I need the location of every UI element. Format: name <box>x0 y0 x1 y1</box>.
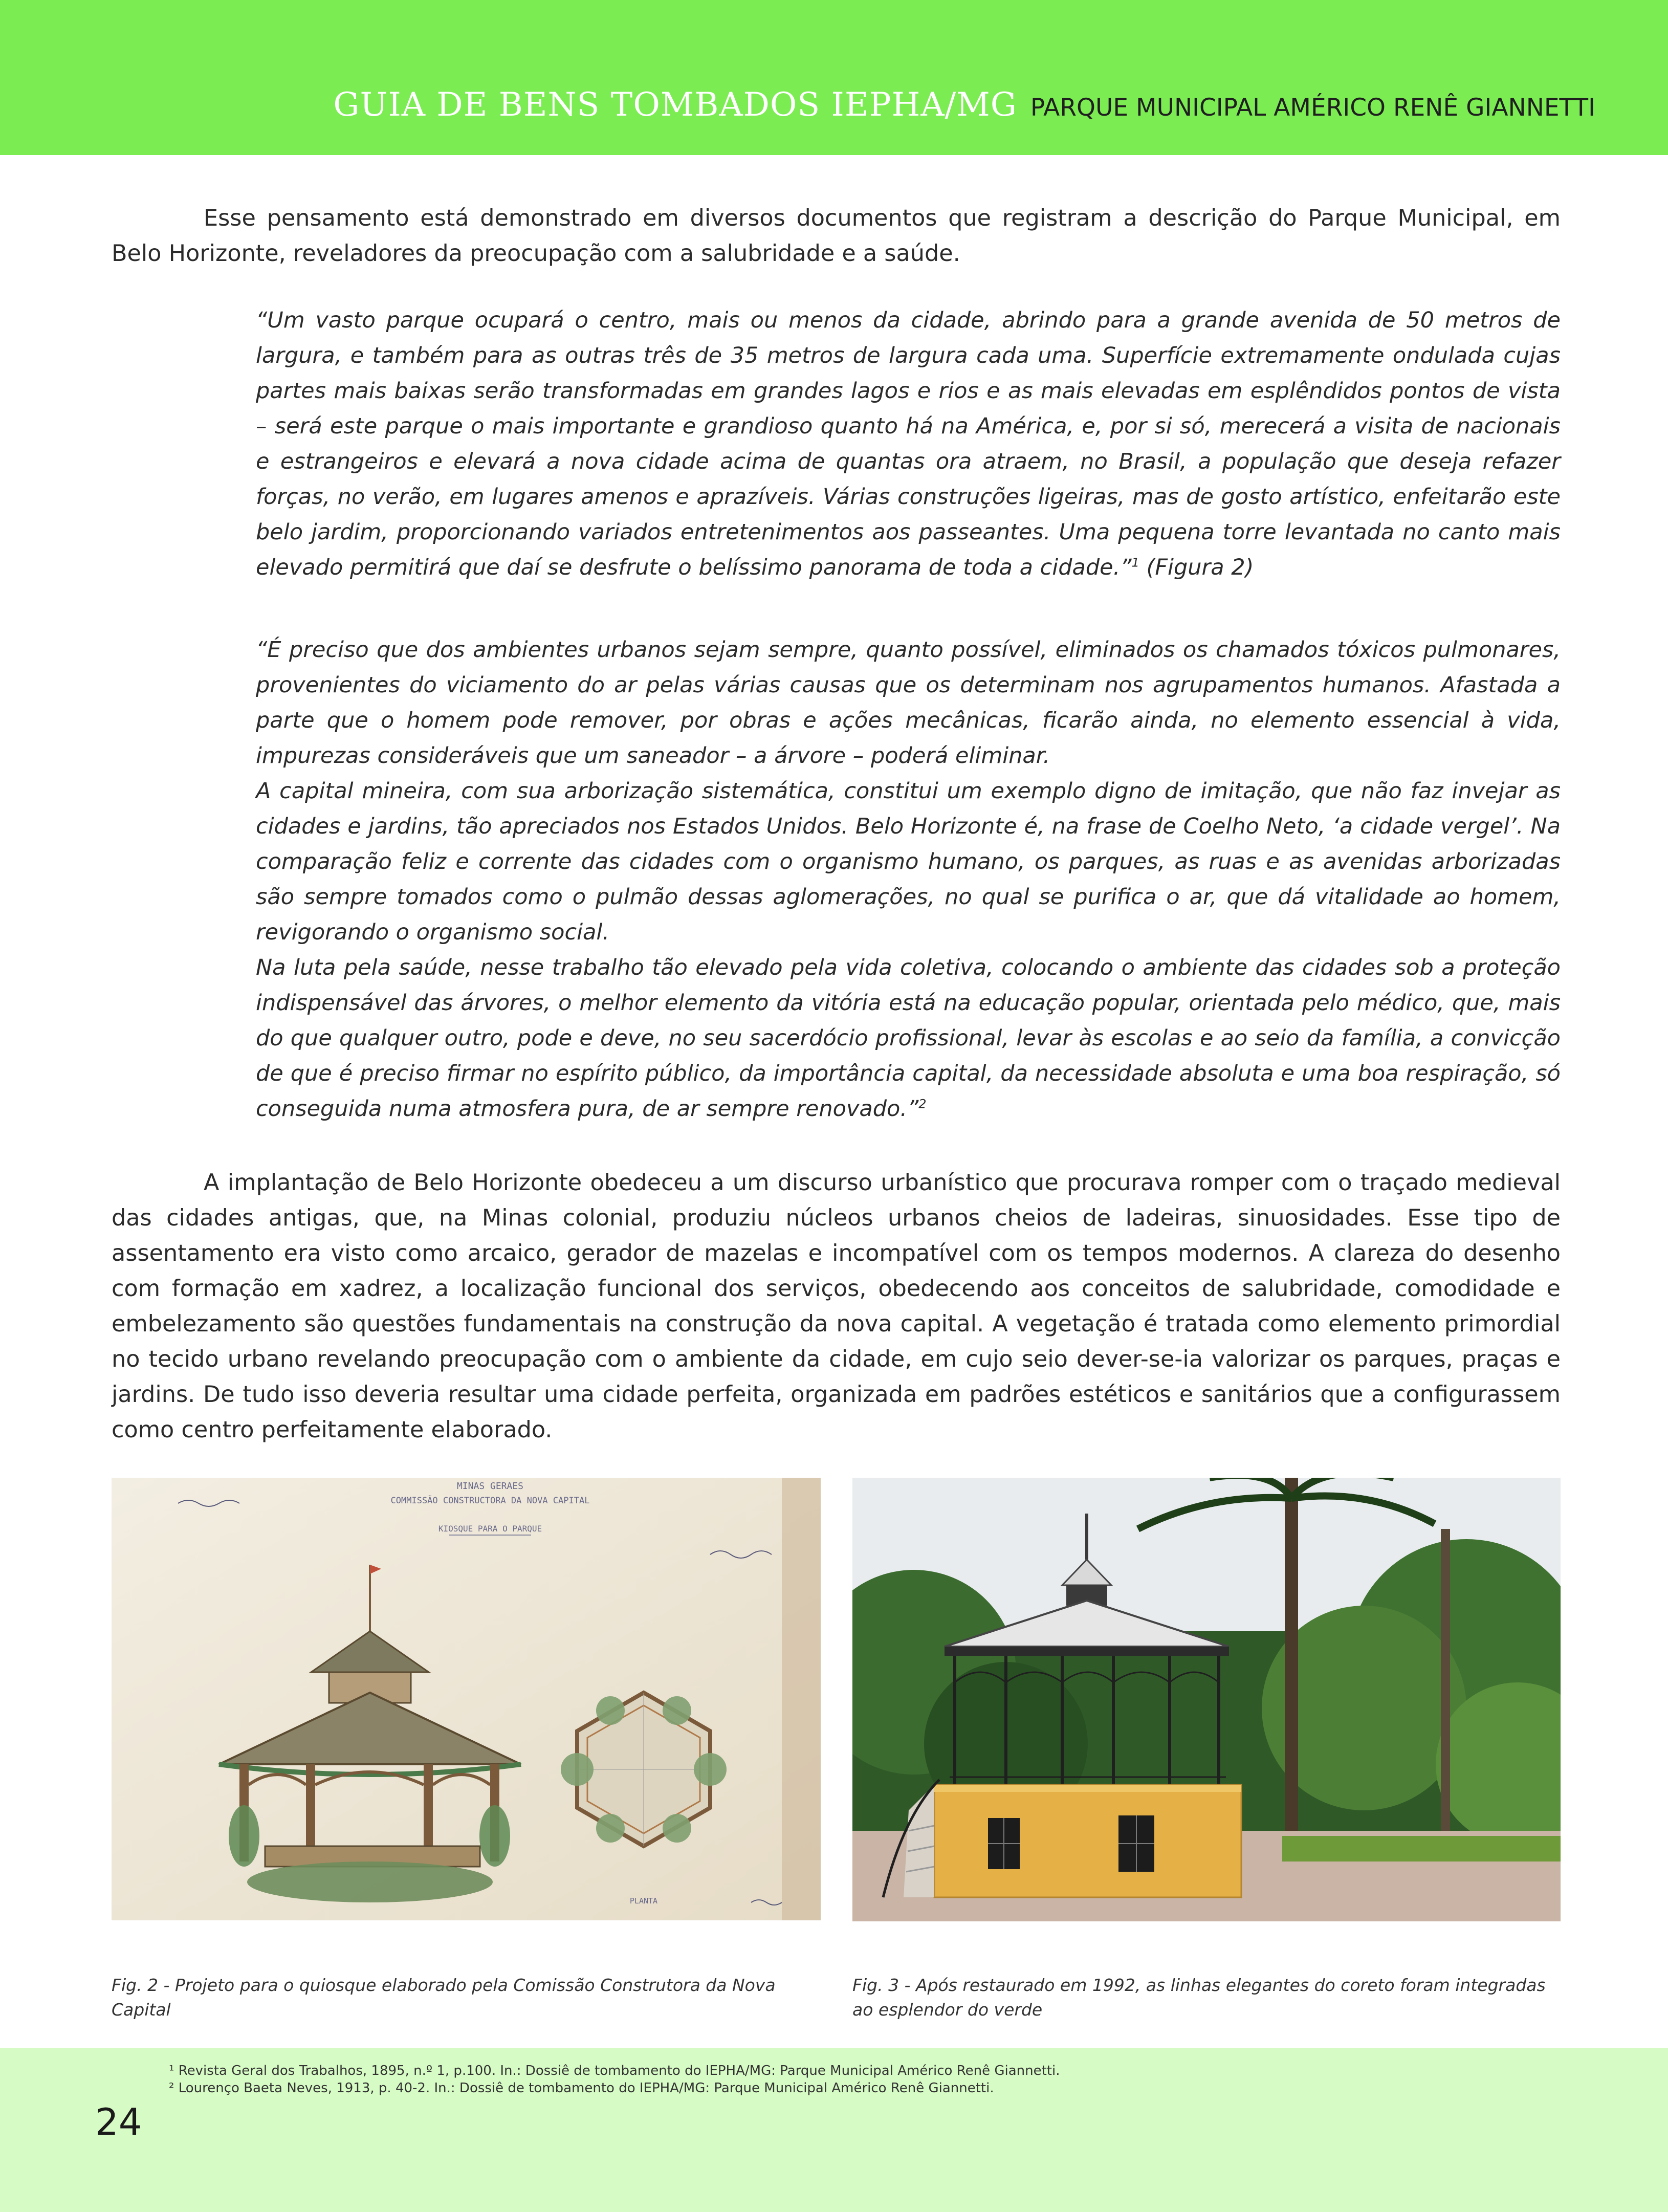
main-paragraph: A implantação de Belo Horizonte obedeceu a um discurso urbanístico que procurava romper com o traçado medieval das cidades antigas, que, na Minas colonial, produziu núcleos urbanos cheios de ladeiras, sinuosidades. Esse tipo de assentamento era visto como arcaico, gerador de mazelas e incompatível com os tempos modernos. A clareza do desenho com formação em xadrez, a localização funcional dos serviços, obedecendo aos conceitos de salubridade, comodidade e embelezamento são questões fundamentais na construção da nova capital. A vegetação é tratada como elemento primordial no tecido urbano revelando preocupação com o ambiente da cidade, em cujo seio dever-se-ia valorizar os parques, praças e jardins. De tudo isso deveria resultar uma cidade perfeita, organizada em padrões estéticos e sanitários que a configurassem como centro perfeitamente elaborado. <box>112 1170 1561 1443</box>
drawing-header-line-1: MINAS GERAES <box>456 1481 524 1492</box>
quote-1-body: “Um vasto parque ocupará o centro, mais ou menos da cidade, abrindo para a grande avenida de 50 metros de largura, e também para as outras três de 35 metros de largura cada uma. Superfície extremamente ondulada cujas partes mais baixas serão transformadas em grandes lagos e rios e as mais elevadas em esplêndidos pontos de vista – será este parque o mais importante e grandioso quanto há na América, e, por si só, merecerá a visita de nacionais e estrangeiros e elevará a nova cidade acima de quantas ora atraem, no Brasil, a população que deseja refazer forças, no verão, em lugares amenos e aprazíveis. Várias construções ligeiras, mas de gosto artístico, enfeitarão este belo jardim, proporcionando variados entretenimentos aos passeantes. Uma pequena torre levantada no canto mais elevado permitirá que daí se desfrute o belíssimo panorama de toda a cidade.” <box>256 308 1561 580</box>
kiosk-drawing-illustration <box>112 1478 821 1920</box>
quote-2-paragraph-1: “É preciso que dos ambientes urbanos sejam sempre, quanto possível, eliminados os chamados tóxicos pulmonares, provenientes do viciamento do ar pelas várias causas que os determinam nos agrupamentos humanos. Afastada a parte que o homem pode remover, por obras e ações mecânicas, ficarão ainda, no elemento essencial à vida, impurezas consideráveis que um saneador – a árvore – poderá eliminar. <box>256 637 1561 769</box>
section-title: PARQUE MUNICIPAL AMÉRICO RENÊ GIANNETTI <box>1030 94 1595 122</box>
drawing-plan-label: PLANTA <box>629 1896 658 1906</box>
intro-paragraph: Esse pensamento está demonstrado em diversos documentos que registram a descrição do Parque Municipal, em Belo Horizonte, reveladores da preocupação com a salubridade e a saúde. <box>112 205 1561 267</box>
page-header <box>0 0 1668 155</box>
figure-3-bandstand-photo <box>852 1478 1561 1921</box>
footnotes <box>169 2062 1060 2097</box>
header-line <box>333 86 1595 124</box>
figure-3-caption: Fig. 3 - Após restaurado em 1992, as linhas elegantes do coreto foram integradas ao esplendor do verde <box>852 1975 1546 2020</box>
footnote-ref-1: 1 <box>1131 555 1139 570</box>
figure-2-caption: Fig. 2 - Projeto para o quiosque elaborado pela Comissão Construtora da Nova Capital <box>112 1975 776 2020</box>
quote-block-1 <box>256 303 1561 585</box>
footnote-2: ² Lourenço Baeta Neves, 1913, p. 40-2. In.: Dossiê de tombamento do IEPHA/MG: Parque Municipal Américo Renê Giannetti. <box>169 2080 994 2096</box>
bandstand-photo-illustration <box>852 1478 1561 1921</box>
figure-2-kiosk-drawing <box>112 1478 821 1920</box>
page-number: 24 <box>95 2100 142 2143</box>
footnote-ref-2: 2 <box>918 1097 927 1111</box>
quote-1-figure-ref: (Figura 2) <box>1139 555 1254 580</box>
quote-1-text <box>256 303 1561 585</box>
quote-2-paragraph-2: A capital mineira, com sua arborização sistemática, constitui um exemplo digno de imitação, que não faz invejar as cidades e jardins, tão apreciados nos Estados Unidos. Belo Horizonte é, na frase de Coelho Neto, ‘a cidade vergel’. Na comparação feliz e corrente das cidades com o organismo humano, os parques, as ruas e as avenidas arborizadas são sempre tomados como o pulmão dessas aglomerações, no qual se purifica o ar, que dá vitalidade ao homem, revigorando o organismo social. <box>256 778 1561 945</box>
drawing-header-line-2: COMMISSÃO CONSTRUCTORA DA NOVA CAPITAL <box>390 1496 590 1506</box>
footnote-1: ¹ Revista Geral dos Trabalhos, 1895, n.º 1, p.100. In.: Dossiê de tombamento do IEPHA/MG: Parque Municipal Américo Renê Giannetti. <box>169 2063 1060 2078</box>
drawing-header-line-3: KIOSQUE PARA O PARQUE <box>438 1524 542 1534</box>
quote-2-paragraph-3-text: Na luta pela saúde, nesse trabalho tão elevado pela vida coletiva, colocando o ambiente das cidades sob a proteção indispensável das árvores, o melhor elemento da vitória está na educação popular, orientada pelo médico, que, mais do que qualquer outro, pode e deve, no seu sacerdócio profissional, levar às escolas e ao seio da família, a convicção de que é preciso firmar no espírito público, da importância capital, da necessidade absoluta e uma boa respiração, só conseguida numa atmosfera pura, de ar sempre renovado.” <box>256 955 1561 1122</box>
quote-block-2 <box>256 632 1561 1127</box>
quote-2-paragraph-3 <box>256 950 1561 1127</box>
guide-title: GUIA DE BENS TOMBADOS IEPHA/MG <box>333 86 1017 124</box>
